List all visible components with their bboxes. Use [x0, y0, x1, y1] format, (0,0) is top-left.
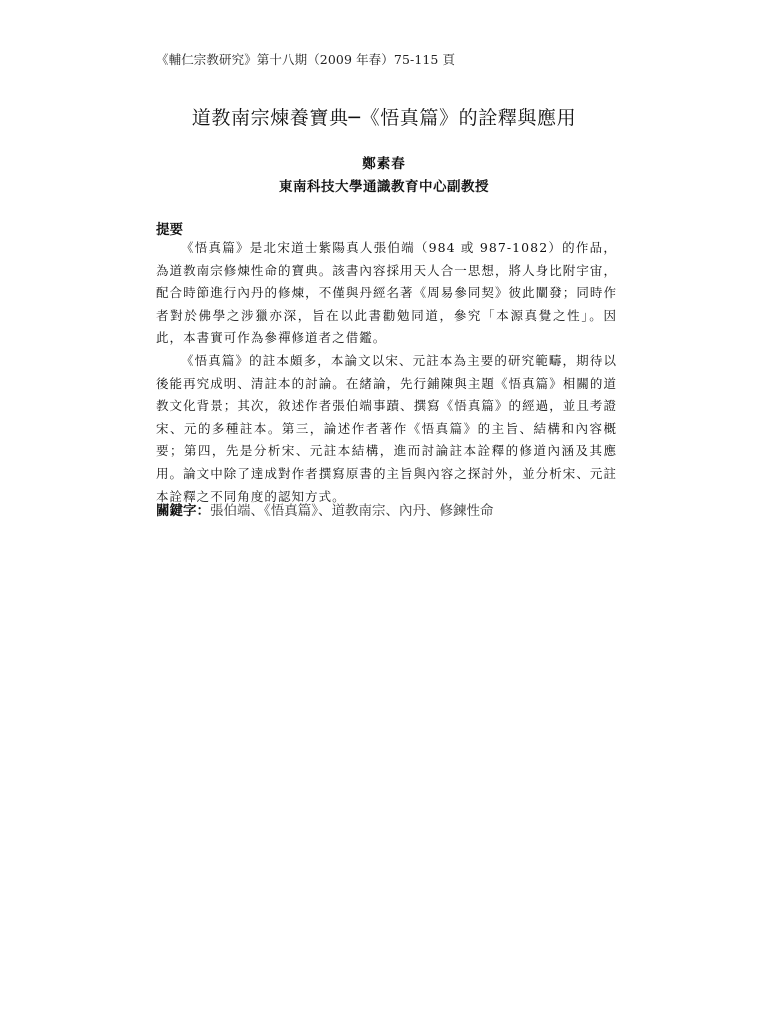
keywords-label: 關鍵字： [156, 503, 210, 519]
abstract-heading: 提要 [156, 222, 183, 238]
author-name: 鄭素春 [362, 156, 406, 172]
paper-title: 道教南宗煉養寶典─《悟真篇》的詮釋與應用 [191, 107, 577, 129]
author-affiliation: 東南科技大學通識教育中心副教授 [279, 179, 489, 195]
abstract-paragraph: 《悟真篇》是北宋道士紫陽真人張伯端（984 或 987-1082）的作品，為道教南宗修煉性命的寶典。該書內容採用天人合一思想，將人身比附宇宙，配合時節進行內丹的修煉，不僅與丹經名著《周易參同契》彼此闡發；同時作者對於佛學之涉獵亦深，旨在以此書勸勉同道，參究「本源真覺之性」。因此，本書實可作為參禪修道者之借鑑。 [156, 240, 617, 346]
abstract-body [156, 237, 617, 508]
running-header: 《輔仁宗教研究》第十八期（2009 年春）75-115 頁 [156, 52, 456, 67]
abstract-paragraph: 《悟真篇》的註本頗多，本論文以宋、元註本為主要的研究範疇，期待以後能再究成明、清註本的討論。在緒論，先行鋪陳與主題《悟真篇》相關的道教文化背景；其次，敘述作者張伯端事蹟、撰寫《悟真篇》的經過，並且考證宋、元的多種註本。第三，論述作者著作《悟真篇》的主旨、結構和內容概要；第四，先是分析宋、元註本結構，進而討論註本詮釋的修道內涵及其應用。論文中除了達成對作者撰寫原書的主旨與內容之探討外，並分析宋、元註本詮釋之不同角度的認知方式。 [156, 352, 617, 504]
keywords-value: 張伯端、《悟真篇》、道教南宗、內丹、修鍊性命 [210, 503, 494, 519]
keywords-line [156, 499, 494, 519]
